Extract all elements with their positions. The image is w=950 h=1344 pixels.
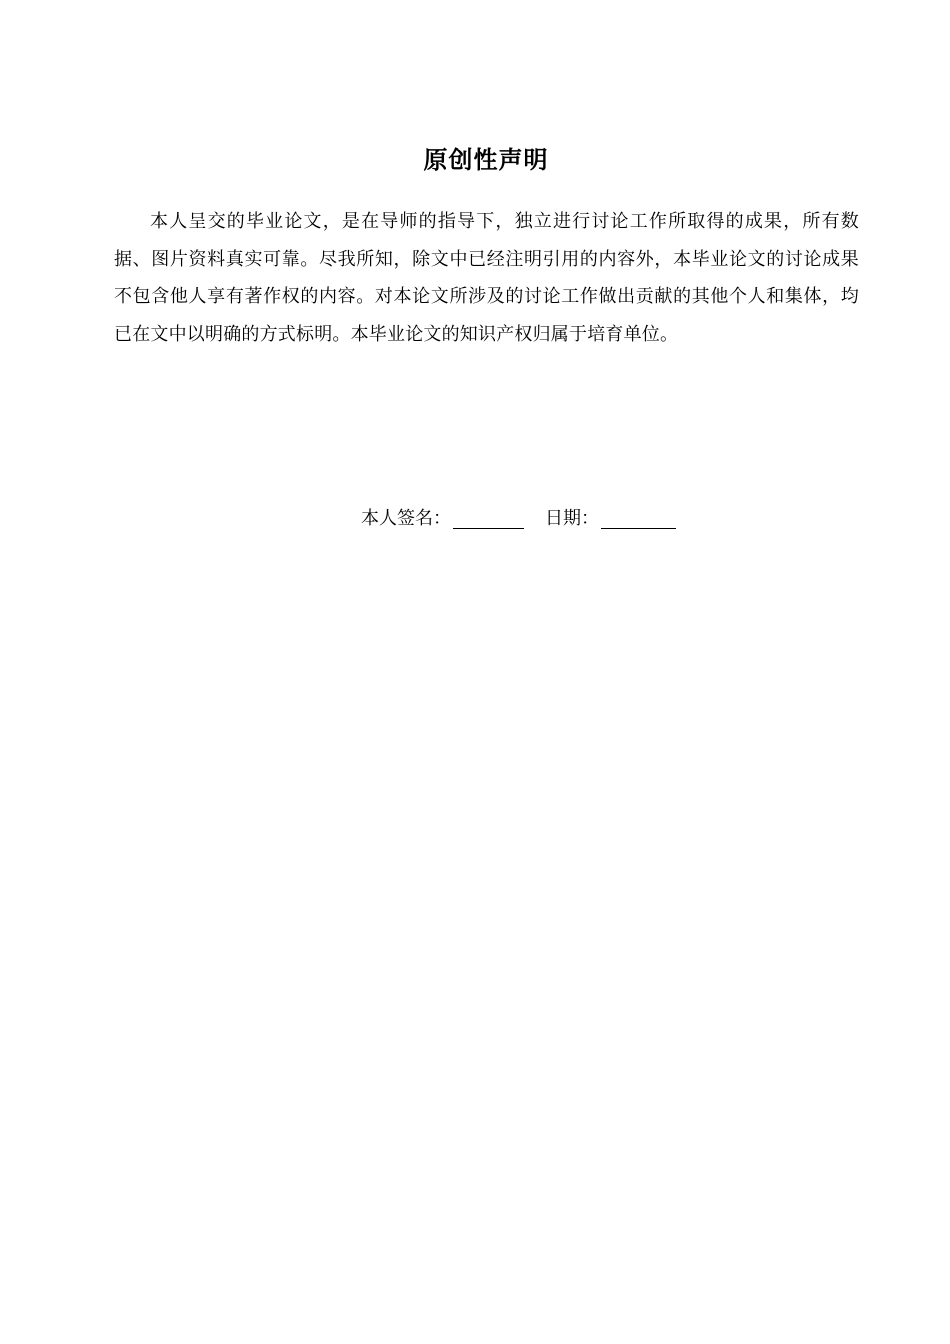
originality-statement: 本人呈交的毕业论文，是在导师的指导下，独立进行讨论工作所取得的成果，所有数据、图片资料真实可靠。尽我所知，除文中已经注明引用的内容外，本毕业论文的讨论成果不包含他人享有著作权的内容。对本论文所涉及的讨论工作做出贡献的其他个人和集体，均已在文中以明确的方式标明。本毕业论文的知识产权归属于培育单位。 (114, 211, 859, 345)
signature-label: 本人签名： (361, 508, 451, 529)
signature-date-row (361, 505, 676, 533)
signature-line (453, 507, 524, 529)
page-title: 原创性声明 (423, 146, 549, 174)
date-line (601, 507, 676, 529)
date-label: 日期： (545, 508, 599, 529)
